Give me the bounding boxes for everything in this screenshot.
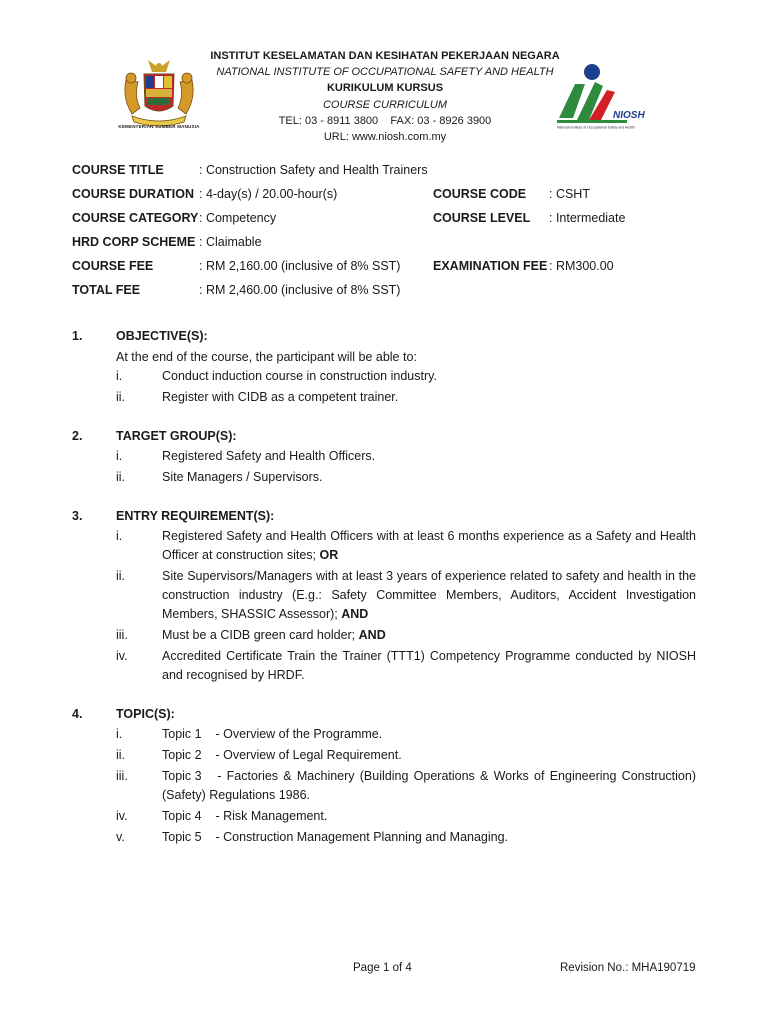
course-category-value: : Competency <box>199 211 277 225</box>
topic-number: Topic 2 <box>162 748 202 762</box>
list-item <box>72 527 696 565</box>
section-title: TARGET GROUP(S): <box>116 429 237 443</box>
section-title: OBJECTIVE(S): <box>116 329 208 343</box>
list-marker: ii. <box>116 470 126 484</box>
list-marker: i. <box>116 529 123 543</box>
list-marker: iv. <box>116 809 128 823</box>
list-marker: iii. <box>116 628 128 642</box>
list-marker: ii. <box>116 569 126 583</box>
institute-name-english: NATIONAL INSTITUTE OF OCCUPATIONAL SAFETY AND HEALTH <box>216 66 554 79</box>
topic-number: Topic 1 <box>162 727 202 741</box>
list-item <box>72 746 696 765</box>
contact-info: TEL: 03 - 8911 3800 FAX: 03 - 8926 3900 <box>278 114 492 127</box>
list-item <box>72 367 696 386</box>
section-number: 3. <box>72 509 83 523</box>
list-item-text: - Risk Management. <box>215 809 328 823</box>
section-number: 2. <box>72 429 83 443</box>
course-title-row <box>72 161 712 185</box>
hrd-scheme-label: HRD CORP SCHEME <box>72 235 196 249</box>
list-marker: i. <box>116 369 123 383</box>
list-item <box>72 447 696 466</box>
section-heading <box>72 703 696 725</box>
list-item-text: Site Supervisors/Managers with at least 3 years of experience related to safety and health in the construction industry (E.g.: Safety Committee Members, Auditors, Accident Investigation Members, SHASSIC Assessor); <box>162 569 696 621</box>
topic-number: Topic 3 <box>162 769 202 783</box>
website-url[interactable]: URL: www.niosh.com.my <box>323 131 447 144</box>
list-item-text: Registered Safety and Health Officers. <box>162 449 376 463</box>
hrd-scheme-value: : Claimable <box>199 235 262 249</box>
curriculum-title-malay: KURIKULUM KURSUS <box>326 82 444 95</box>
course-fee-value: : RM 2,160.00 (inclusive of 8% SST) <box>199 259 401 273</box>
header-text-block <box>205 48 565 145</box>
list-item <box>72 468 696 487</box>
list-item-conjunction: AND <box>358 628 386 642</box>
list-item-conjunction: AND <box>341 607 369 621</box>
list-item-text: Registered Safety and Health Officers with at least 6 months experience as a Safety and Health Officer at construction sites; <box>162 529 696 562</box>
page-number: Page 1 of 4 <box>353 962 412 974</box>
section-heading <box>72 325 696 347</box>
section-number: 4. <box>72 707 83 721</box>
crest-caption: KEMENTERIAN SUMBER MANUSIA <box>118 124 200 129</box>
list-marker: i. <box>116 449 123 463</box>
institute-name-malay: INSTITUT KESELAMATAN DAN KESIHATAN PEKERJAAN NEGARA <box>210 50 560 62</box>
section-heading <box>72 505 696 527</box>
list-item-text: Conduct induction course in construction industry. <box>162 369 437 383</box>
course-code-value: : CSHT <box>549 187 590 201</box>
revision-number: Revision No.: MHA190719 <box>560 962 696 974</box>
list-item <box>72 567 696 624</box>
list-item-text: Must be a CIDB green card holder; <box>162 628 356 642</box>
list-marker: iii. <box>116 769 128 783</box>
section-number: 1. <box>72 329 83 343</box>
course-fee-row <box>72 257 712 281</box>
topics-section <box>72 703 696 847</box>
target-group-section <box>72 425 696 487</box>
list-item <box>72 388 696 407</box>
course-category-label: COURSE CATEGORY <box>72 211 199 225</box>
list-item-text: - Overview of the Programme. <box>215 727 383 741</box>
total-fee-label: TOTAL FEE <box>72 283 141 297</box>
section-title: ENTRY REQUIREMENT(S): <box>116 509 275 523</box>
examination-fee-value: : RM300.00 <box>549 259 614 273</box>
list-item-text: Accredited Certificate Train the Trainer (TTT1) Competency Programme conducted by NIOSH and recognised by HRDF. <box>162 649 696 682</box>
section-title: TOPIC(S): <box>116 707 175 721</box>
course-duration-value: : 4-day(s) / 20.00-hour(s) <box>199 187 338 201</box>
course-category-row <box>72 209 712 233</box>
list-item-text: Site Managers / Supervisors. <box>162 470 323 484</box>
total-fee-value: : RM 2,460.00 (inclusive of 8% SST) <box>199 283 401 297</box>
niosh-logo-icon <box>555 62 655 132</box>
course-duration-label: COURSE DURATION <box>72 187 194 201</box>
section-heading <box>72 425 696 447</box>
logo-subtitle: National Institute of Occupational Safety and Health <box>557 125 635 130</box>
course-info <box>72 161 712 305</box>
list-item-text: Register with CIDB as a competent trainer. <box>162 390 399 404</box>
list-marker: v. <box>116 830 125 844</box>
examination-fee-label: EXAMINATION FEE <box>433 259 548 273</box>
list-marker: i. <box>116 727 123 741</box>
list-item <box>72 626 696 645</box>
course-level-value: : Intermediate <box>549 211 626 225</box>
entry-requirements-section <box>72 505 696 685</box>
list-item-text: - Overview of Legal Requirement. <box>215 748 402 762</box>
hrd-scheme-row <box>72 233 712 257</box>
list-item <box>72 807 696 826</box>
topic-number: Topic 5 <box>162 830 202 844</box>
list-item <box>72 767 696 805</box>
course-title-label: COURSE TITLE <box>72 163 164 177</box>
list-item-text: - Construction Management Planning and Managing. <box>215 830 509 844</box>
objectives-intro: At the end of the course, the participant will be able to: <box>116 350 417 364</box>
list-marker: ii. <box>116 748 126 762</box>
course-fee-label: COURSE FEE <box>72 259 154 273</box>
course-code-label: COURSE CODE <box>433 187 527 201</box>
total-fee-row <box>72 281 712 305</box>
list-marker: iv. <box>116 649 128 663</box>
list-item-text: - Factories & Machinery (Building Operations & Works of Engineering Construction) (Safety) Regulations 1986. <box>162 769 696 802</box>
document-header <box>0 0 768 150</box>
list-item <box>72 828 696 847</box>
list-item-conjunction: OR <box>319 548 339 562</box>
list-item <box>72 725 696 744</box>
logo-text: NIOSH <box>613 110 645 121</box>
course-level-label: COURSE LEVEL <box>433 211 531 225</box>
curriculum-title-english: COURSE CURRICULUM <box>322 98 448 111</box>
topic-number: Topic 4 <box>162 809 202 823</box>
objectives-section <box>72 325 696 407</box>
course-title-value: : Construction Safety and Health Trainers <box>199 163 428 177</box>
curriculum-sections <box>72 325 696 865</box>
list-marker: ii. <box>116 390 126 404</box>
course-duration-row <box>72 185 712 209</box>
list-item <box>72 647 696 685</box>
